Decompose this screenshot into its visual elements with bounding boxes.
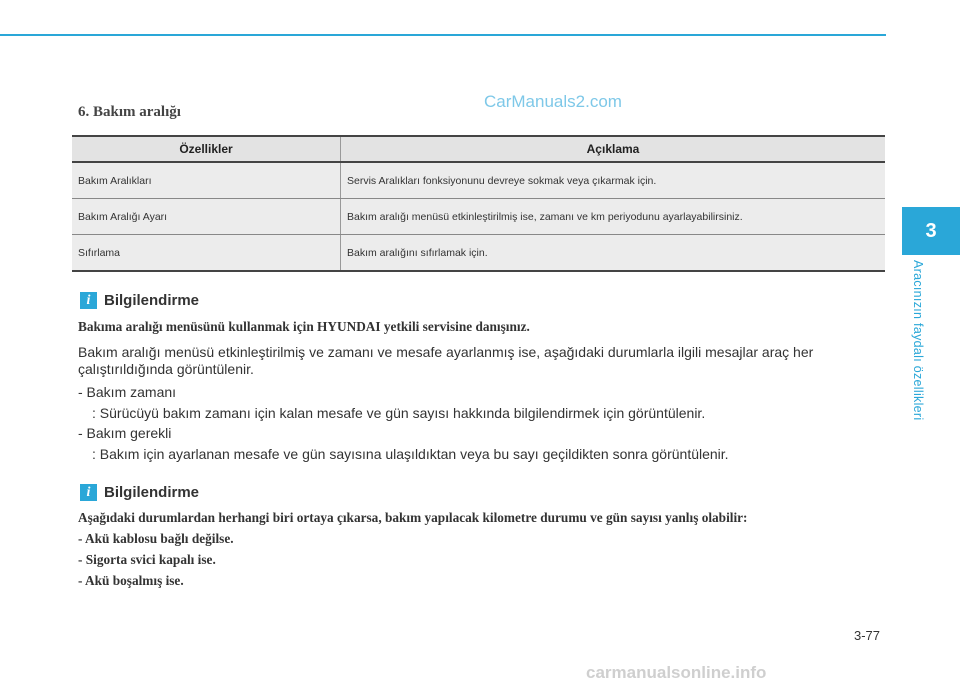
table-row (72, 199, 885, 235)
info-title: Bilgilendirme (104, 292, 200, 309)
list-item-desc: : Sürücüyü bakım zamanı için kalan mesafe ve gün sayısı hakkında bilgilendirmek için görüntülenir. (92, 405, 706, 421)
list-item-desc: : Bakım için ayarlanan mesafe ve gün sayısına ulaşıldıktan veya bu sayı geçildikten sonra görüntülenir. (92, 446, 729, 462)
info-paragraph-1: Bakım aralığı menüsü etkinleştirilmiş ve zamanı ve mesafe ayarlanmış ise, aşağıdaki durumlarla ilgili mesajlar araç her çalıştırıldığında görüntülenir. (78, 344, 814, 377)
info-bold-note-2: Aşağıdaki durumlardan herhangi biri ortaya çıkarsa, bakım yapılacak kilometre durumu ve gün sayısı yanlış olabilir: (78, 510, 748, 525)
table-header-description: Açıklama (341, 136, 886, 162)
list-item: - Sigorta svici kapalı ise. (78, 552, 216, 567)
section-title: 6. Bakım aralığı (78, 104, 181, 120)
table-header-row (72, 136, 885, 162)
info-title: Bilgilendirme (104, 484, 200, 501)
info-bold-note-1: Bakıma aralığı menüsünü kullanmak için HYUNDAI yetkili servisine danışınız. (78, 319, 530, 334)
list-item-label: - Bakım gerekli (78, 425, 172, 441)
page-number: 3-77 (854, 628, 881, 643)
table-cell-description: Bakım aralığı menüsü etkinleştirilmiş ise, zamanı ve km periyodunu ayarlayabilirsiniz. (341, 199, 886, 235)
table-row (72, 235, 885, 272)
list-item: - Akü boşalmış ise. (78, 573, 184, 588)
table-cell-feature: Bakım Aralığı Ayarı (72, 199, 341, 235)
info-heading-1 (80, 292, 199, 309)
chapter-tab[interactable]: 3 (902, 207, 960, 255)
watermark-bottom[interactable]: carmanualsonline.info (586, 663, 767, 682)
table-row (72, 162, 885, 199)
watermark-top[interactable]: CarManuals2.com (484, 92, 622, 111)
info-heading-2 (80, 484, 199, 501)
info-icon: i (80, 484, 97, 501)
table-header-features: Özellikler (72, 136, 341, 162)
list-item: - Akü kablosu bağlı değilse. (78, 531, 234, 546)
table-cell-description: Servis Aralıkları fonksiyonunu devreye sokmak veya çıkarmak için. (341, 162, 886, 199)
features-table (72, 135, 885, 272)
top-rule (0, 34, 886, 36)
chapter-label: Aracınızın faydalı özellikleri (911, 260, 925, 421)
table-cell-description: Bakım aralığını sıfırlamak için. (341, 235, 886, 272)
table-cell-feature: Bakım Aralıkları (72, 162, 341, 199)
info-icon: i (80, 292, 97, 309)
table-cell-feature: Sıfırlama (72, 235, 341, 272)
list-item-label: - Bakım zamanı (78, 384, 177, 400)
